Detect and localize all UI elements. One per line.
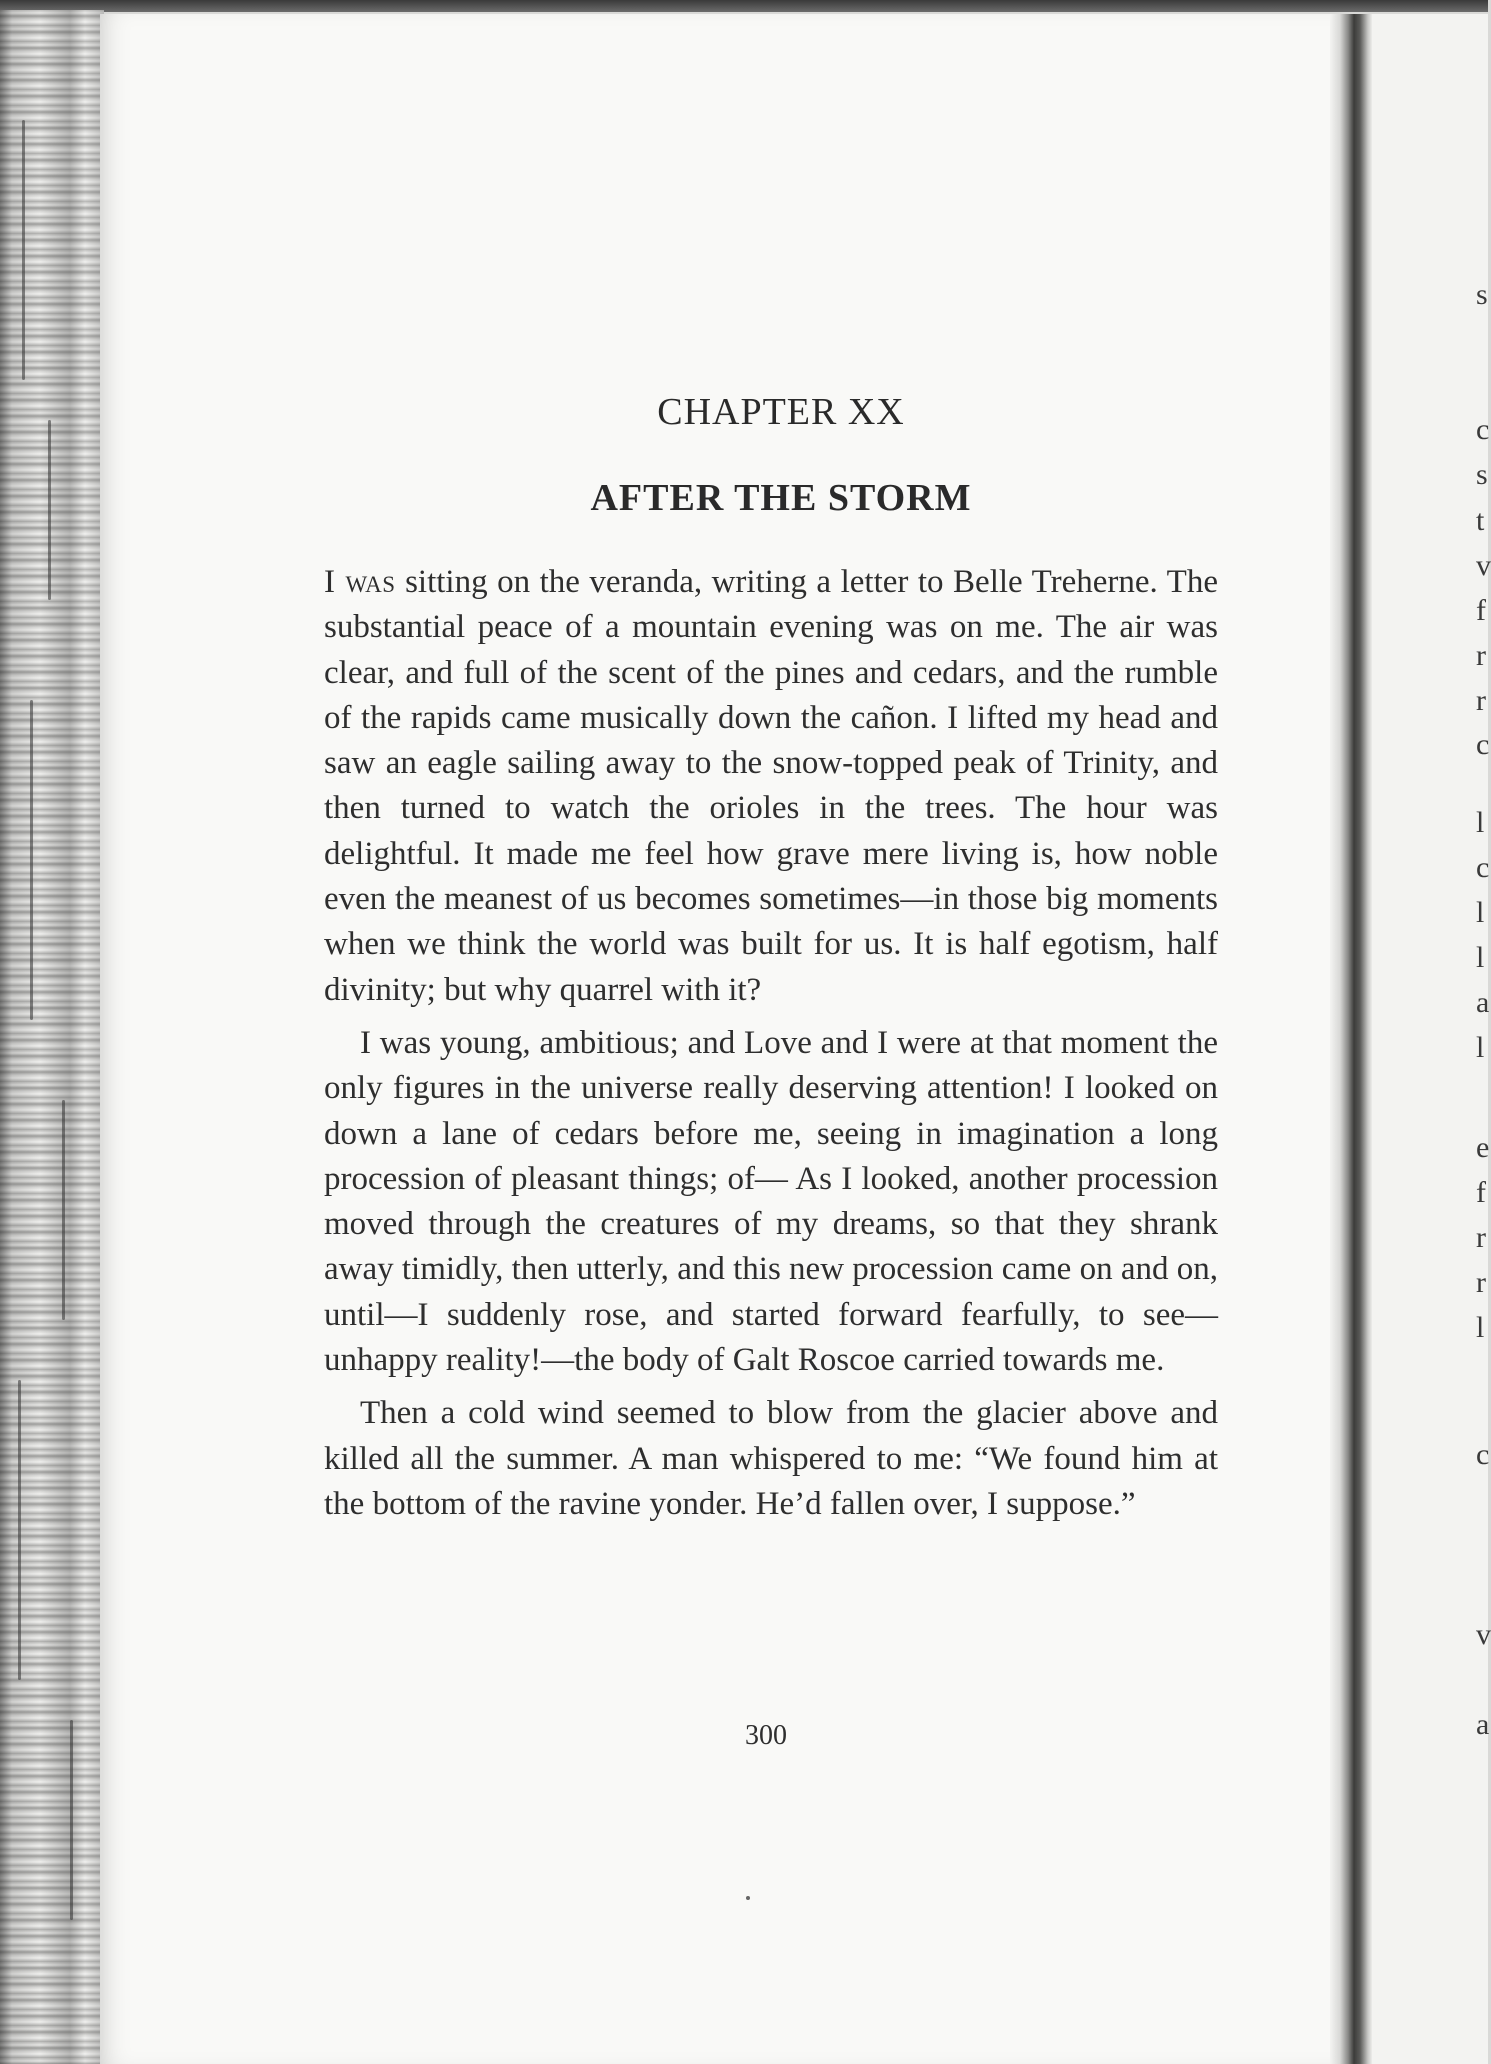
paragraph-lead: I was <box>324 564 396 600</box>
paragraph <box>324 560 1218 1013</box>
facing-page-letter: c <box>1476 851 1490 884</box>
facing-page-letter: a <box>1476 986 1490 1019</box>
chapter-title: AFTER THE STORM <box>590 477 972 519</box>
facing-page-letter: l <box>1476 1031 1485 1064</box>
chapter-number: CHAPTER XX <box>657 391 905 433</box>
facing-page-letter: r <box>1476 1221 1486 1254</box>
facing-page-letter: t <box>1476 504 1485 537</box>
page-number: 300 <box>745 1720 787 1751</box>
book-gutter <box>1330 14 1372 2064</box>
book-fore-edge-shade <box>0 10 104 2064</box>
edge-streak <box>22 120 25 380</box>
scan-speck <box>746 1896 750 1900</box>
facing-page-letter: a <box>1476 1708 1490 1741</box>
facing-page <box>1372 14 1488 2064</box>
facing-page-letter: v <box>1476 1618 1491 1651</box>
edge-streak <box>30 700 33 1020</box>
facing-page-letter: c <box>1476 1438 1490 1471</box>
facing-page-letter: r <box>1476 639 1486 672</box>
chapter-body <box>324 560 1218 1527</box>
paragraph: Then a cold wind seemed to blow from the glacier above and killed all the summer. A man whispered to me: “We found him at the bottom of the ravine yonder. He’d fallen over, I suppose.” <box>324 1395 1218 1522</box>
facing-page-letter: r <box>1476 684 1486 717</box>
facing-page-letter: c <box>1476 728 1490 761</box>
facing-page-letter: l <box>1476 806 1485 839</box>
scan-top-edge <box>0 0 1488 12</box>
paragraph-text: sitting on the veranda, writing a letter to Belle Treherne. The substantial peace of a mountain evening was on me. The air was clear, and full of the scent of the pines and cedars, and the rumble of the rapids came musically down the cañon. I lifted my head and saw an eagle sailing away to the snow-topped peak of Trinity, and then turned to watch the orioles in the trees. The hour was delightful. It made me feel how grave mere living is, how noble even the meanest of us becomes sometimes—in those big moments when we think the world was built for us. It is half egotism, half divinity; but why quarrel with it? <box>324 564 1218 1008</box>
facing-page-letter: l <box>1476 941 1485 974</box>
paragraph: I was young, ambitious; and Love and I were at that moment the only figures in the universe really deserving attention! I looked on down a lane of cedars before me, seeing in imagination a long procession of pleasant things; of— As I looked, another procession moved through the creatures of my dreams, so that they shrank away timidly, then utterly, and this new procession came on and on, until—I suddenly rose, and started forward fearfully, to see—unhappy reality!—the body of Galt Roscoe carried towards me. <box>324 1024 1218 1379</box>
facing-page-letter: v <box>1476 549 1491 582</box>
facing-page-letter: r <box>1476 1266 1486 1299</box>
edge-streak <box>62 1100 65 1320</box>
facing-page-letter: c <box>1476 413 1490 446</box>
facing-page-letter: l <box>1476 1311 1485 1344</box>
facing-page-letter: e <box>1476 1131 1490 1164</box>
facing-page-letter: s <box>1476 278 1488 311</box>
facing-page-letter: f <box>1476 1176 1486 1209</box>
facing-page-letter: s <box>1476 458 1488 491</box>
facing-page-letter: f <box>1476 594 1486 627</box>
facing-page-letter: l <box>1476 896 1485 929</box>
edge-streak <box>18 1380 21 1680</box>
